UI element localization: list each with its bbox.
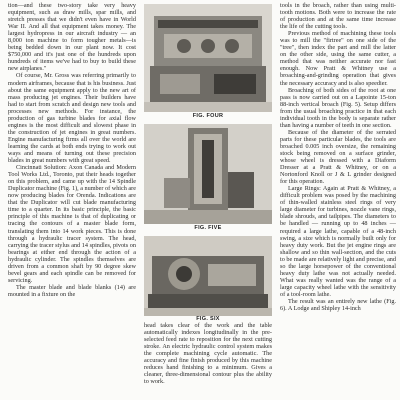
broach-photo-image — [144, 124, 272, 224]
paragraph: tion—and these two-story take very heavy equipment, such as draw mills, spar mills, and stretch presses that we didn't even have in World War II. And all that equipment takes money. The largest hydropress in our aircraft industry — an 8,000 ton machine to form tougher metals—is being bedded down in our plant now. It cost $750,000 and it's just one of the hundreds upon hundreds of items we've had to buy to build these new airplanes." — [8, 2, 136, 73]
text-column-left — [8, 2, 136, 398]
paragraph: Broaching of both sides of the root at one pass is now carried out on a Lapointe 15-ton 88-inch vertical broach (Fig. 5). Setup differs from the usual broaching practice in that each individual tooth in the body is separate rather than having a number of teeth in one section. — [280, 86, 396, 129]
text-column-right — [280, 2, 396, 398]
figure-four-photo — [144, 4, 272, 112]
figure-four-caption: FIG. FOUR — [192, 113, 224, 119]
paragraph: The result was an entirely new lathe (Fig. 6). A Lodge and Shipley 14-inch — [280, 297, 396, 313]
paragraph: Of course, Mr. Gross was referring primarily to modern airframes, because that is his business. Just about the same equipment apply to the new art of mass producing jet engines. Their builders have had to start from scratch and design new tools and processes new methods. For instance, the production of gas turbine blades for axial flow engines is the most difficult and slowest phase in the construction of jet engines in great numbers. Engine manufacturing firms all over the world are learning the cards at both ends trying to work out ways and means of turning out these precision blades in great numbers with great speed. — [8, 72, 136, 165]
paragraph: tools in the broach, rather than using multi-tooth motions. Both were to increase the rate of production and at the same time increase the life of the cutting tools. — [280, 2, 396, 31]
paragraph: Cincinnati Solution: Axon Canada and Modern Tool Works Ltd., Toronto, put their heads together on this problem, and came up with the 14 Spindle Duplicator machine (Fig. 1), a number of which are now producing blades for Orenda. Indications are that the Duplicator will cut blade manufacturing time to a quarter. In its basic principle, the basic principle of this machine is that of duplicating or tracing the contours of a master blade form, translating them into 14 work pieces. This is done through a hydraulic tracer system. The head, carrying the tracer stylus and 14 spindles, pivots on bearings at either end through the action of a hydraulic cylinder. The spindles themselves are driven from a common shaft by 90 degree skew bevel gears and each spindle can be removed for servicing. — [8, 164, 136, 284]
paragraph: Because of the diameter of the serrated parts for these particular blades, the tools are broached 0.005 inch oversize, the remaining stock being removed on a surface grinder, whose wheel is dressed with a Diaform Dresser at a Pratt & Whitney, or on a Nortonford Knoll or J & L grinder designed for this operation. — [280, 128, 396, 186]
paragraph: Large Rings: Again at Pratt & Whitney, a difficult problem was posed by the machining of thin-walled stainless steel rings of very large diameter for turbines, nozzle vane rings, blade shrouds, and tailpipes. The diameters to be handled — running up to 48 inches — required a large lathe, capable of a 48-inch swing, a size which is normally built only for heavy duty work. But the jet engine rings are shallow and so thin wall-section, and the cuts to be made are relatively light and precise, and so the large horsepower of the conventional heavy duty lathe was not actually needed. What was really wanted was the range of a large capacity wheel lathe with the sensitivity of a tool-room lathe. — [280, 185, 396, 298]
machine-photo-image — [144, 4, 272, 112]
paragraph: head takes clear of the work and the table automatically indexes longitudinally in the pre-selected feed rate to reposition for the next cutting stroke. An electric hydraulic control system makes the complete machining cycle automatic. The accuracy and fine finish produced by this machine reduces hand finishing to a minimum. Gives a cleaner, three-dimensional contour plus the ability to work. — [144, 322, 272, 386]
figure-six-photo — [144, 236, 272, 316]
paragraph: The master blade and blade blanks (14) are mounted in a fixture on the — [8, 283, 136, 298]
figure-five-caption: FIG. FIVE — [194, 225, 222, 231]
paragraph: Previous method of machining these tools was to mill the "firtree" on one side of the "tree", then index the part and mill the latter on the other side, using the same cutter, a method that was neither accurate nor fast enough. Now Pratt & Whitney use a broaching-and-grinding operation that gives the necessary accuracy and is also speedier. — [280, 30, 396, 87]
figure-five-photo — [144, 124, 272, 224]
text-column-middle — [144, 322, 272, 400]
figure-six-caption: FIG. SIX — [196, 316, 220, 322]
lathe-photo-image — [144, 236, 272, 316]
